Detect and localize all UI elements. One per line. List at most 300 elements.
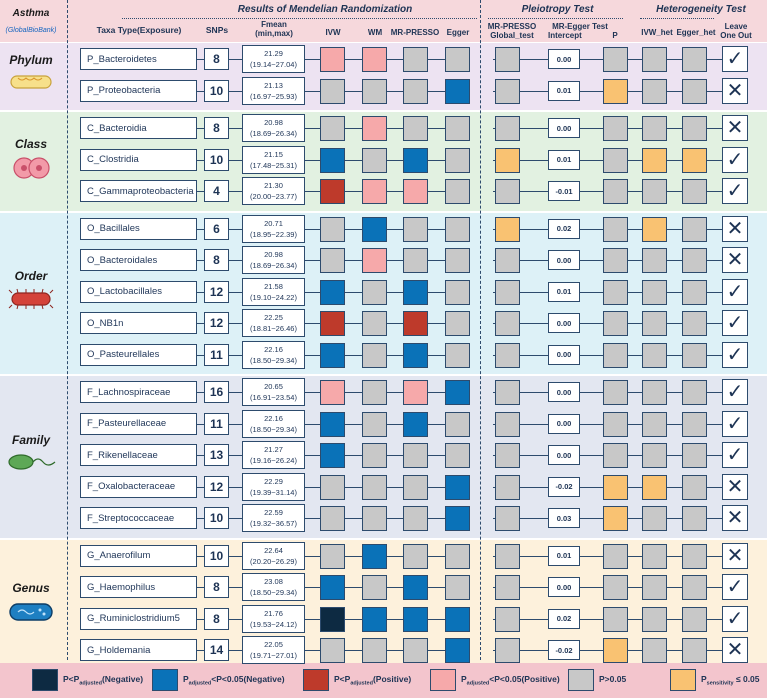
egger-intercept-value: 0.01	[548, 150, 580, 170]
legend-text: P	[183, 674, 189, 684]
egger-intercept-value: 0.02	[548, 609, 580, 629]
fmean-box	[242, 246, 305, 274]
result-square-ivw	[320, 575, 345, 600]
result-square-global	[495, 179, 520, 204]
result-square-ivw_het	[642, 443, 667, 468]
fmean-box	[242, 77, 305, 105]
taxa-name: F_Oxalobacteraceae	[80, 476, 197, 498]
taxa-name: G_Ruminiclostridium5	[80, 608, 197, 630]
fmean-value: 21.76	[264, 608, 283, 618]
result-square-egger_p	[603, 380, 628, 405]
result-square-egger	[445, 280, 470, 305]
fmean-range: (16.97~25.93)	[250, 91, 297, 101]
result-square-mrpresso	[403, 248, 428, 273]
col-header-egger-p: P	[612, 31, 618, 40]
result-square-mrpresso	[403, 380, 428, 405]
result-square-egger_het	[682, 638, 707, 663]
cross-icon: ✕	[722, 637, 748, 663]
result-square-mrpresso	[403, 343, 428, 368]
result-square-egger_p	[603, 116, 628, 141]
fmean-box	[242, 45, 305, 73]
egger-intercept-value: 0.00	[548, 49, 580, 69]
cross-icon: ✕	[722, 247, 748, 273]
group-label-text: Family	[11, 432, 50, 447]
check-icon: ✓	[722, 606, 748, 632]
result-square-egger	[445, 148, 470, 173]
result-square-global	[495, 343, 520, 368]
snps-count: 10	[204, 149, 229, 171]
result-square-mrpresso	[403, 607, 428, 632]
legend-swatch-sens	[670, 669, 696, 691]
fmean-value: 23.08	[264, 577, 283, 586]
database-subtitle: (GlobalBioBank)	[5, 27, 57, 34]
result-square-global	[495, 47, 520, 72]
result-square-ivw	[320, 506, 345, 531]
cross-icon: ✕	[722, 216, 748, 242]
snps-count: 10	[204, 545, 229, 567]
fmean-box	[242, 605, 305, 633]
egger-intercept-value: 0.00	[548, 577, 580, 597]
snps-count: 16	[204, 381, 229, 403]
fmean-box	[242, 636, 305, 664]
group-label-text: Phylum	[9, 52, 53, 67]
result-square-egger_het	[682, 179, 707, 204]
taxa-name: O_Bacillales	[80, 218, 197, 240]
result-square-ivw	[320, 544, 345, 569]
snps-count: 8	[204, 117, 229, 139]
col-header-global-label: MR-PRESSO	[487, 22, 537, 31]
egger-intercept-value: 0.00	[548, 445, 580, 465]
section-title-pleiotropy: Pleiotropy Test	[521, 4, 594, 15]
snps-count: 6	[204, 218, 229, 240]
fmean-value: 21.13	[264, 80, 283, 90]
fmean-box	[242, 341, 305, 369]
result-square-global	[495, 280, 520, 305]
taxa-name: C_Clostridia	[80, 149, 197, 171]
legend-suffix: <P<0.05(Positive)	[489, 674, 560, 684]
result-square-egger	[445, 343, 470, 368]
result-square-egger_p	[603, 607, 628, 632]
result-square-wm	[362, 443, 387, 468]
fmean-value: 20.65	[264, 382, 283, 391]
taxa-name: G_Anaerofilum	[80, 545, 197, 567]
legend-swatch-pos_strong	[303, 669, 329, 691]
result-square-egger_p	[603, 575, 628, 600]
result-square-ivw_het	[642, 217, 667, 242]
check-icon: ✓	[722, 342, 748, 368]
col-header-intercept-label: MR-Egger Test	[552, 22, 608, 31]
result-square-global	[495, 638, 520, 663]
snps-count: 8	[204, 576, 229, 598]
result-square-egger_p	[603, 506, 628, 531]
legend-suffix: <P<0.05(Negative)	[211, 674, 285, 684]
result-square-wm	[362, 79, 387, 104]
snps-count: 14	[204, 639, 229, 661]
result-square-egger_het	[682, 575, 707, 600]
result-square-ivw_het	[642, 638, 667, 663]
result-square-mrpresso	[403, 47, 428, 72]
fmean-value: 22.16	[264, 413, 283, 423]
snps-count: 11	[204, 413, 229, 435]
egger-intercept-value: 0.00	[548, 313, 580, 333]
result-square-wm	[362, 412, 387, 437]
egger-intercept-value: 0.00	[548, 250, 580, 270]
snps-count: 10	[204, 507, 229, 529]
col-header-fmean-label: Fmean	[261, 20, 287, 29]
legend-text: P<P	[334, 674, 351, 684]
legend-swatch-neg	[152, 669, 178, 691]
check-icon: ✓	[722, 46, 748, 72]
result-square-egger	[445, 443, 470, 468]
cross-icon: ✕	[722, 474, 748, 500]
result-square-egger_het	[682, 343, 707, 368]
fmean-range: (19.14~27.04)	[250, 60, 297, 69]
group-label-genus	[0, 581, 62, 628]
result-square-wm	[362, 148, 387, 173]
result-square-mrpresso	[403, 506, 428, 531]
result-square-global	[495, 475, 520, 500]
pleiotropy-title-underline	[488, 18, 623, 19]
result-square-egger_het	[682, 47, 707, 72]
fmean-box	[242, 542, 305, 570]
egger-intercept-value: 0.01	[548, 81, 580, 101]
fmean-box	[242, 473, 305, 501]
fmean-value: 22.59	[264, 508, 283, 517]
taxa-name: G_Holdemania	[80, 639, 197, 661]
result-square-ivw	[320, 217, 345, 242]
disease-title: Asthma	[12, 8, 50, 19]
legend-label-neg	[183, 674, 285, 687]
taxa-name: O_Lactobacillales	[80, 281, 197, 303]
result-square-wm	[362, 280, 387, 305]
legend-sub: adjusted	[350, 680, 373, 687]
result-square-ivw	[320, 475, 345, 500]
section-title-heterogeneity: Heterogeneity Test	[656, 4, 746, 15]
result-square-egger_p	[603, 217, 628, 242]
result-square-egger	[445, 544, 470, 569]
corner-title-block	[0, 2, 62, 34]
result-square-egger	[445, 116, 470, 141]
result-square-egger	[445, 248, 470, 273]
fmean-box	[242, 114, 305, 142]
result-square-ivw_het	[642, 343, 667, 368]
egger-intercept-value: 0.00	[548, 345, 580, 365]
legend-suffix: (Negative)	[101, 674, 144, 684]
fmean-box	[242, 504, 305, 532]
taxa-name: O_Pasteurellales	[80, 344, 197, 366]
result-square-egger_p	[603, 148, 628, 173]
col-header-loo-sub: One Out	[720, 31, 752, 40]
legend-swatch-ns	[568, 669, 594, 691]
taxa-name: F_Streptococcaceae	[80, 507, 197, 529]
legend-swatch-neg_strong	[32, 669, 58, 691]
legend-sub: sensitivity	[706, 680, 734, 687]
egger-intercept-value: -0.01	[548, 181, 580, 201]
check-icon: ✓	[722, 442, 748, 468]
cross-icon: ✕	[722, 505, 748, 531]
result-square-egger_het	[682, 280, 707, 305]
fmean-box	[242, 441, 305, 469]
check-icon: ✓	[722, 411, 748, 437]
check-icon: ✓	[722, 279, 748, 305]
fmean-range: (20.20~26.29)	[250, 556, 297, 566]
result-square-mrpresso	[403, 217, 428, 242]
mr-title-underline	[122, 18, 477, 19]
result-square-ivw_het	[642, 248, 667, 273]
fmean-range: (18.50~29.34)	[250, 355, 297, 365]
col-header-fmean-sub: (min,max)	[255, 29, 293, 38]
legend-swatch-pos	[430, 669, 456, 691]
legend-label-sens	[701, 674, 760, 687]
snps-count: 13	[204, 444, 229, 466]
fmean-range: (16.91~23.54)	[250, 393, 297, 402]
fmean-value: 22.29	[264, 476, 283, 486]
snps-count: 10	[204, 80, 229, 102]
legend-label-ns	[599, 674, 626, 687]
fmean-range: (18.81~26.46)	[250, 324, 297, 333]
fmean-range: (18.69~26.34)	[250, 129, 297, 138]
result-square-ivw_het	[642, 380, 667, 405]
col-header-loo-label: Leave	[724, 22, 748, 31]
result-square-egger_p	[603, 475, 628, 500]
snps-count: 12	[204, 312, 229, 334]
taxa-name: F_Lachnospiraceae	[80, 381, 197, 403]
result-square-ivw_het	[642, 607, 667, 632]
taxa-name: C_Bacteroidia	[80, 117, 197, 139]
result-square-ivw	[320, 179, 345, 204]
result-square-global	[495, 311, 520, 336]
check-icon: ✓	[722, 379, 748, 405]
result-square-egger_p	[603, 343, 628, 368]
cross-icon: ✕	[722, 78, 748, 104]
result-square-wm	[362, 343, 387, 368]
cross-icon: ✕	[722, 543, 748, 569]
section-title-mr: Results of Mendelian Randomization	[237, 4, 413, 15]
check-icon: ✓	[722, 310, 748, 336]
result-square-egger_het	[682, 217, 707, 242]
fmean-box	[242, 278, 305, 306]
result-square-egger_het	[682, 79, 707, 104]
result-square-ivw_het	[642, 47, 667, 72]
result-square-ivw_het	[642, 311, 667, 336]
fmean-range: (19.53~24.12)	[250, 619, 297, 629]
result-square-egger_het	[682, 248, 707, 273]
result-square-egger	[445, 179, 470, 204]
result-square-egger_p	[603, 638, 628, 663]
result-square-ivw_het	[642, 412, 667, 437]
group-label-text: Class	[14, 137, 48, 152]
result-square-wm	[362, 47, 387, 72]
fmean-value: 22.16	[264, 344, 283, 354]
fmean-range: (19.16~26.24)	[250, 456, 297, 465]
result-square-egger_het	[682, 544, 707, 569]
result-square-global	[495, 148, 520, 173]
result-square-wm	[362, 638, 387, 663]
fmean-box	[242, 177, 305, 205]
result-square-mrpresso	[403, 575, 428, 600]
result-square-ivw_het	[642, 575, 667, 600]
rod-bacterium-icon	[0, 287, 62, 314]
cross-icon: ✕	[722, 115, 748, 141]
fmean-box	[242, 573, 305, 601]
legend-suffix: ≤ 0.05	[733, 674, 760, 684]
result-square-ivw	[320, 380, 345, 405]
result-square-egger_p	[603, 179, 628, 204]
result-square-egger	[445, 607, 470, 632]
result-square-ivw	[320, 148, 345, 173]
result-square-wm	[362, 607, 387, 632]
fmean-box	[242, 410, 305, 438]
group-label-class	[0, 137, 62, 184]
taxa-name: P_Proteobacteria	[80, 80, 197, 102]
fmean-range: (19.10~24.22)	[250, 292, 297, 302]
fmean-range: (20.00~23.77)	[250, 192, 297, 201]
col-header-wm: WM	[367, 28, 383, 37]
result-square-wm	[362, 311, 387, 336]
result-square-mrpresso	[403, 544, 428, 569]
result-square-egger_het	[682, 380, 707, 405]
fmean-value: 20.71	[264, 218, 283, 228]
col-header-fmean	[240, 20, 308, 38]
result-square-ivw_het	[642, 475, 667, 500]
taxa-name: P_Bacteroidetes	[80, 48, 197, 70]
group-label-text: Order	[14, 269, 48, 284]
fmean-value: 21.30	[264, 181, 283, 190]
result-square-egger	[445, 217, 470, 242]
legend-text: P	[701, 674, 707, 684]
result-square-global	[495, 506, 520, 531]
result-square-wm	[362, 179, 387, 204]
result-square-mrpresso	[403, 148, 428, 173]
legend-label-neg_strong	[63, 674, 143, 687]
legend-text: P>0.05	[599, 674, 627, 684]
snps-count: 12	[204, 281, 229, 303]
result-square-wm	[362, 217, 387, 242]
result-square-global	[495, 116, 520, 141]
result-square-egger	[445, 506, 470, 531]
result-square-global	[495, 217, 520, 242]
result-square-egger_het	[682, 607, 707, 632]
fmean-range: (17.48~25.31)	[250, 160, 297, 170]
result-square-egger_het	[682, 116, 707, 141]
col-header-ivw-het: IVW_het	[641, 28, 673, 37]
result-square-mrpresso	[403, 475, 428, 500]
egger-intercept-value: 0.00	[548, 382, 580, 402]
legend-text: P<P	[63, 674, 80, 684]
heterogeneity-title-underline	[640, 18, 714, 19]
col-header-intercept-sub: Intercept	[548, 31, 582, 40]
result-square-wm	[362, 116, 387, 141]
result-square-egger	[445, 475, 470, 500]
result-square-wm	[362, 575, 387, 600]
group-label-family	[0, 433, 62, 476]
fmean-value: 21.58	[264, 281, 283, 291]
result-square-ivw	[320, 116, 345, 141]
fmean-value: 22.64	[264, 545, 283, 555]
snps-count: 8	[204, 48, 229, 70]
result-square-egger	[445, 47, 470, 72]
legend-sub: adjusted	[79, 680, 102, 687]
result-square-egger	[445, 380, 470, 405]
result-square-egger_p	[603, 248, 628, 273]
result-square-egger_p	[603, 443, 628, 468]
result-square-ivw	[320, 311, 345, 336]
result-square-ivw	[320, 343, 345, 368]
snps-count: 12	[204, 476, 229, 498]
result-square-ivw_het	[642, 179, 667, 204]
egger-intercept-value: 0.00	[548, 118, 580, 138]
result-square-ivw	[320, 638, 345, 663]
result-square-wm	[362, 506, 387, 531]
result-square-global	[495, 380, 520, 405]
result-square-mrpresso	[403, 179, 428, 204]
result-square-mrpresso	[403, 638, 428, 663]
result-square-mrpresso	[403, 79, 428, 104]
result-square-global	[495, 443, 520, 468]
group-label-phylum	[0, 53, 62, 96]
taxa-name: F_Rikenellaceae	[80, 444, 197, 466]
fmean-box	[242, 378, 305, 406]
taxa-name: C_Gammaproteobacteria	[80, 180, 197, 202]
result-square-ivw	[320, 47, 345, 72]
flagellated-bacterium-icon	[0, 451, 62, 476]
snps-count: 8	[204, 249, 229, 271]
legend-label-pos_strong	[334, 674, 411, 687]
taxa-name: F_Pasteurellaceae	[80, 413, 197, 435]
result-square-egger	[445, 311, 470, 336]
fmean-value: 22.05	[264, 640, 283, 649]
result-square-mrpresso	[403, 311, 428, 336]
result-square-egger_p	[603, 47, 628, 72]
col-header-snps: SNPs	[205, 25, 229, 35]
result-square-egger	[445, 412, 470, 437]
egger-intercept-value: 0.00	[548, 414, 580, 434]
egger-intercept-value: 0.01	[548, 546, 580, 566]
fmean-box	[242, 309, 305, 337]
result-square-egger_het	[682, 506, 707, 531]
legend-label-pos	[461, 674, 560, 687]
result-square-global	[495, 575, 520, 600]
legend-suffix: (Positive)	[372, 674, 412, 684]
result-square-egger	[445, 638, 470, 663]
result-square-global	[495, 79, 520, 104]
egger-intercept-value: 0.03	[548, 508, 580, 528]
result-square-mrpresso	[403, 280, 428, 305]
taxa-name: G_Haemophilus	[80, 576, 197, 598]
col-header-ivw: IVW	[325, 28, 341, 37]
fmean-value: 21.15	[264, 149, 283, 159]
result-square-ivw	[320, 412, 345, 437]
result-square-ivw	[320, 79, 345, 104]
fmean-value: 22.25	[264, 313, 283, 322]
legend-sub: adjusted	[188, 680, 212, 687]
group-label-order	[0, 269, 62, 314]
fmean-value: 21.29	[264, 49, 283, 58]
result-square-egger_het	[682, 412, 707, 437]
fmean-range: (18.69~26.34)	[250, 261, 297, 270]
col-header-egger: Egger	[446, 28, 470, 37]
result-square-egger_het	[682, 311, 707, 336]
snps-count: 4	[204, 180, 229, 202]
result-square-egger_p	[603, 280, 628, 305]
fmean-box	[242, 146, 305, 174]
result-square-ivw_het	[642, 544, 667, 569]
fmean-range: (19.71~27.01)	[250, 651, 297, 660]
result-square-egger_p	[603, 544, 628, 569]
result-square-wm	[362, 248, 387, 273]
result-square-ivw_het	[642, 148, 667, 173]
result-square-wm	[362, 380, 387, 405]
